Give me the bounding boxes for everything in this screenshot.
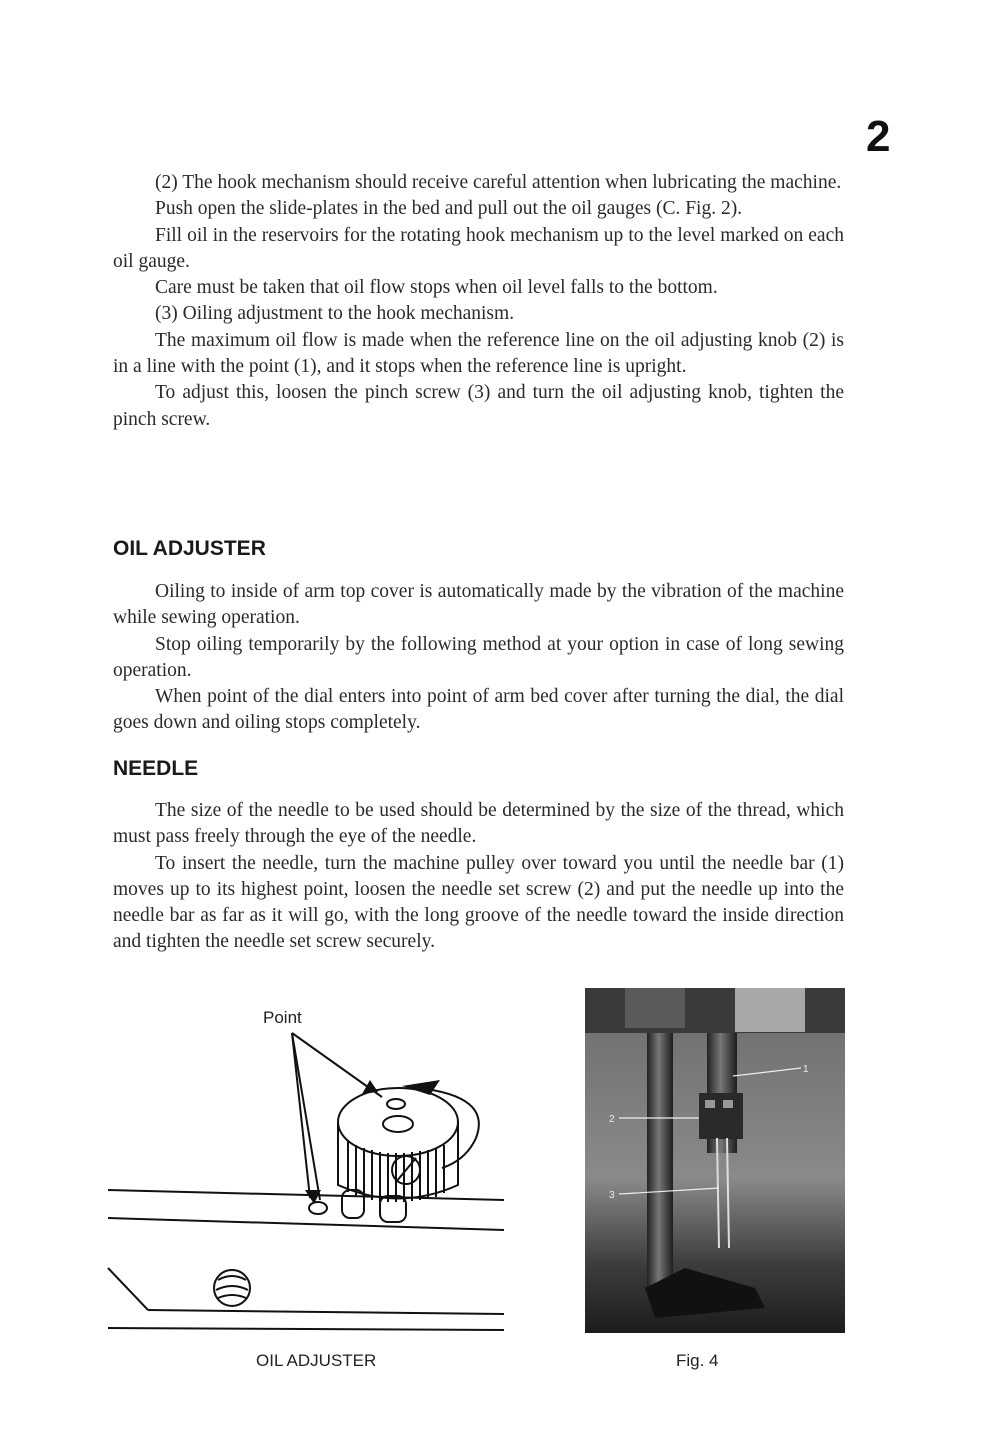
oil-adjuster-diagram [100,1000,520,1340]
needle-photo [585,988,845,1333]
paragraph: The size of the needle to be used should be determined by the size of the thread, which must pass freely through the eye of the needle. [113,800,844,848]
paragraph: Oiling to inside of arm top cover is automatically made by the vibration of the machine while sewing operation. [113,581,844,629]
paragraph: (2) The hook mechanism should receive careful attention when lubricating the machine. [155,172,842,193]
paragraph: To adjust this, loosen the pinch screw (3) and turn the oil adjusting knob, tighten the pinch screw. [113,382,844,430]
figure-right-caption: Fig. 4 [676,1351,719,1370]
paragraph: When point of the dial enters into point of arm bed cover after turning the dial, the dial goes down and oiling stops completely. [113,686,844,734]
callout-1: 1 [803,1064,809,1075]
section-hook-lubrication [113,170,844,433]
paragraph: Fill oil in the reservoirs for the rotating hook mechanism up to the level marked on each oil gauge. [113,224,844,272]
section-oil-adjuster [113,579,844,737]
point-label: Point [263,1008,302,1027]
paragraph: (3) Oiling adjustment to the hook mechanism. [155,303,515,325]
section-needle [113,798,844,956]
paragraph: Care must be taken that oil flow stops when oil level falls to the bottom. [155,277,718,299]
paragraph: Stop oiling temporarily by the following method at your option in case of long sewing operation. [113,633,844,681]
heading-oil-adjuster: OIL ADJUSTER [113,537,266,560]
paragraph: Push open the slide-plates in the bed and pull out the oil gauges (C. Fig. 2). [155,198,743,220]
heading-needle: NEEDLE [113,757,199,780]
callout-2: 2 [609,1114,615,1125]
paragraph: To insert the needle, turn the machine pulley over toward you until the needle bar (1) moves up to its highest point, loosen the needle set screw (2) and put the needle up into the needle bar as far as it will go, with the long groove of the needle toward the inside direction and tighten the needle set screw securely. [113,852,844,953]
page-number: 2 [866,112,891,161]
callout-3: 3 [609,1190,615,1201]
paragraph: The maximum oil flow is made when the reference line on the oil adjusting knob (2) is in a line with the point (1), and it stops when the reference line is upright. [113,329,844,378]
figure-left-caption: OIL ADJUSTER [256,1351,377,1370]
